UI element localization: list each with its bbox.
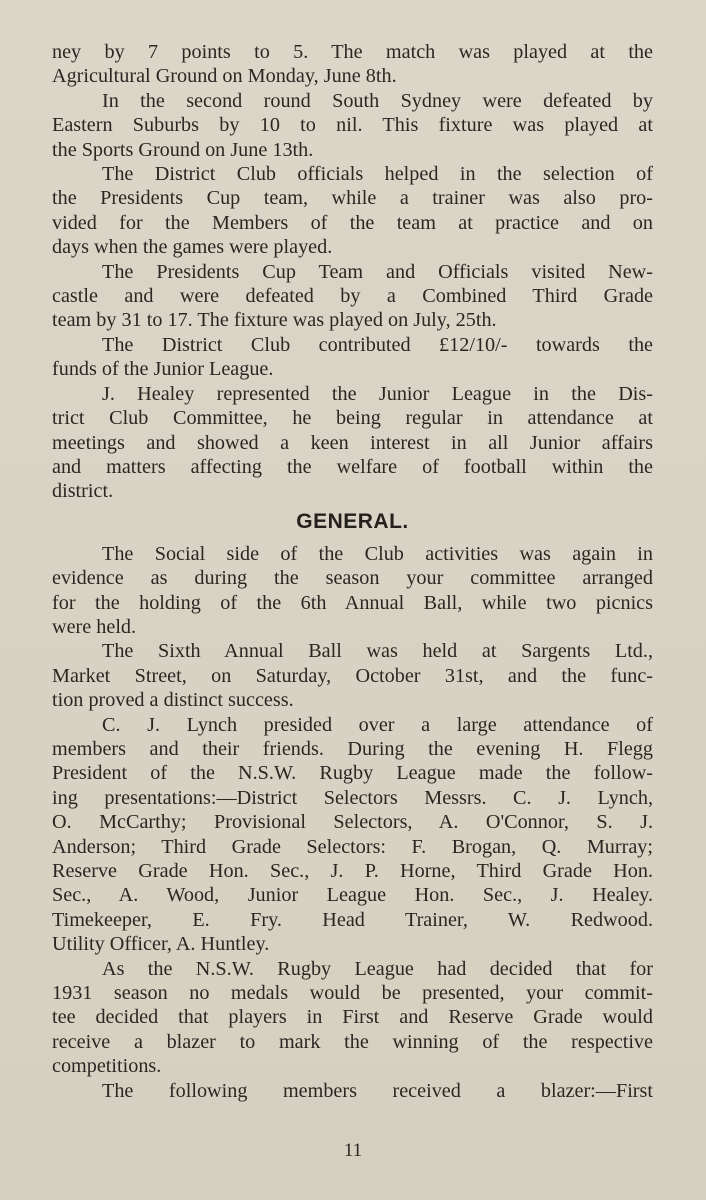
text-line: the Presidents Cup team, while a trainer was also pro- [52, 187, 653, 210]
paragraph [52, 713, 653, 957]
body-text [52, 40, 653, 1103]
paragraphs-after-heading [52, 542, 653, 1103]
paragraphs-before-heading [52, 40, 653, 504]
text-line: funds of the Junior League. [52, 358, 274, 381]
paragraph [52, 382, 653, 504]
text-line: Market Street, on Saturday, October 31st, and the func- [52, 664, 653, 687]
text-line: O. McCarthy; Provisional Selectors, A. O'Connor, S. J. [52, 811, 653, 834]
text-line: C. J. Lynch presided over a large attendance of [102, 713, 653, 736]
text-line: The Presidents Cup Team and Officials visited New- [102, 260, 653, 283]
text-line: days when the games were played. [52, 236, 333, 259]
text-line: evidence as during the season your committee arranged [52, 567, 653, 590]
text-line: Anderson; Third Grade Selectors: F. Brogan, Q. Murray; [52, 835, 653, 858]
page-number: 11 [343, 1140, 363, 1161]
text-line: In the second round South Sydney were defeated by [102, 89, 653, 112]
text-line: competitions. [52, 1055, 162, 1078]
text-line: ing presentations:—District Selectors Messrs. C. J. Lynch, [52, 786, 653, 809]
text-line: As the N.S.W. Rugby League had decided that for [102, 957, 653, 980]
text-line: were held. [52, 615, 137, 638]
paragraph [52, 639, 653, 712]
text-line: J. Healey represented the Junior League in the Dis- [102, 382, 653, 405]
text-line: members and their friends. During the evening H. Flegg [52, 737, 653, 760]
text-line: The District Club officials helped in the selection of [102, 163, 653, 186]
text-line: President of the N.S.W. Rugby League made the follow- [52, 762, 653, 785]
text-line: for the holding of the 6th Annual Ball, while two picnics [52, 591, 653, 614]
text-line: The District Club contributed £12/10/- towards the [102, 333, 653, 356]
text-line: meetings and showed a keen interest in all Junior affairs [52, 431, 653, 454]
paragraph [52, 333, 653, 382]
paragraph [52, 40, 653, 89]
text-line: The Sixth Annual Ball was held at Sargents Ltd., [102, 640, 653, 663]
text-line: Timekeeper, E. Fry. Head Trainer, W. Redwood. [52, 908, 653, 931]
paragraph [52, 1079, 653, 1103]
paragraph [52, 957, 653, 1079]
text-line: tion proved a distinct success. [52, 689, 294, 712]
text-line: Utility Officer, A. Huntley. [52, 933, 270, 956]
text-line: vided for the Members of the team at practice and on [52, 211, 653, 234]
paragraph [52, 89, 653, 162]
text-line: Eastern Suburbs by 10 to nil. This fixture was played at [52, 114, 653, 137]
text-line: team by 31 to 17. The fixture was played on July, 25th. [52, 309, 497, 332]
text-line: Sec., A. Wood, Junior League Hon. Sec., J. Healey. [52, 884, 653, 907]
text-line: The following members received a blazer:—First [102, 1079, 653, 1102]
text-line: and matters affecting the welfare of football within the [52, 455, 653, 478]
text-line: ney by 7 points to 5. The match was played at the [52, 41, 653, 63]
paragraph [52, 162, 653, 260]
text-line: trict Club Committee, he being regular in attendance at [52, 407, 653, 430]
text-line: The Social side of the Club activities was again in [102, 542, 653, 565]
section-heading: GENERAL. [296, 509, 409, 533]
text-line: receive a blazer to mark the winning of the respective [52, 1030, 653, 1053]
text-line: Reserve Grade Hon. Sec., J. P. Horne, Third Grade Hon. [52, 860, 653, 882]
text-line: the Sports Ground on June 13th. [52, 138, 314, 161]
text-line: tee decided that players in First and Reserve Grade would [52, 1006, 653, 1029]
paragraph [52, 542, 653, 640]
text-line: district. [52, 480, 114, 503]
text-line: Agricultural Ground on Monday, June 8th. [52, 65, 397, 88]
text-line: castle and were defeated by a Combined Third Grade [52, 285, 653, 308]
text-line: 1931 season no medals would be presented, your commit- [52, 982, 653, 1005]
paragraph [52, 260, 653, 333]
